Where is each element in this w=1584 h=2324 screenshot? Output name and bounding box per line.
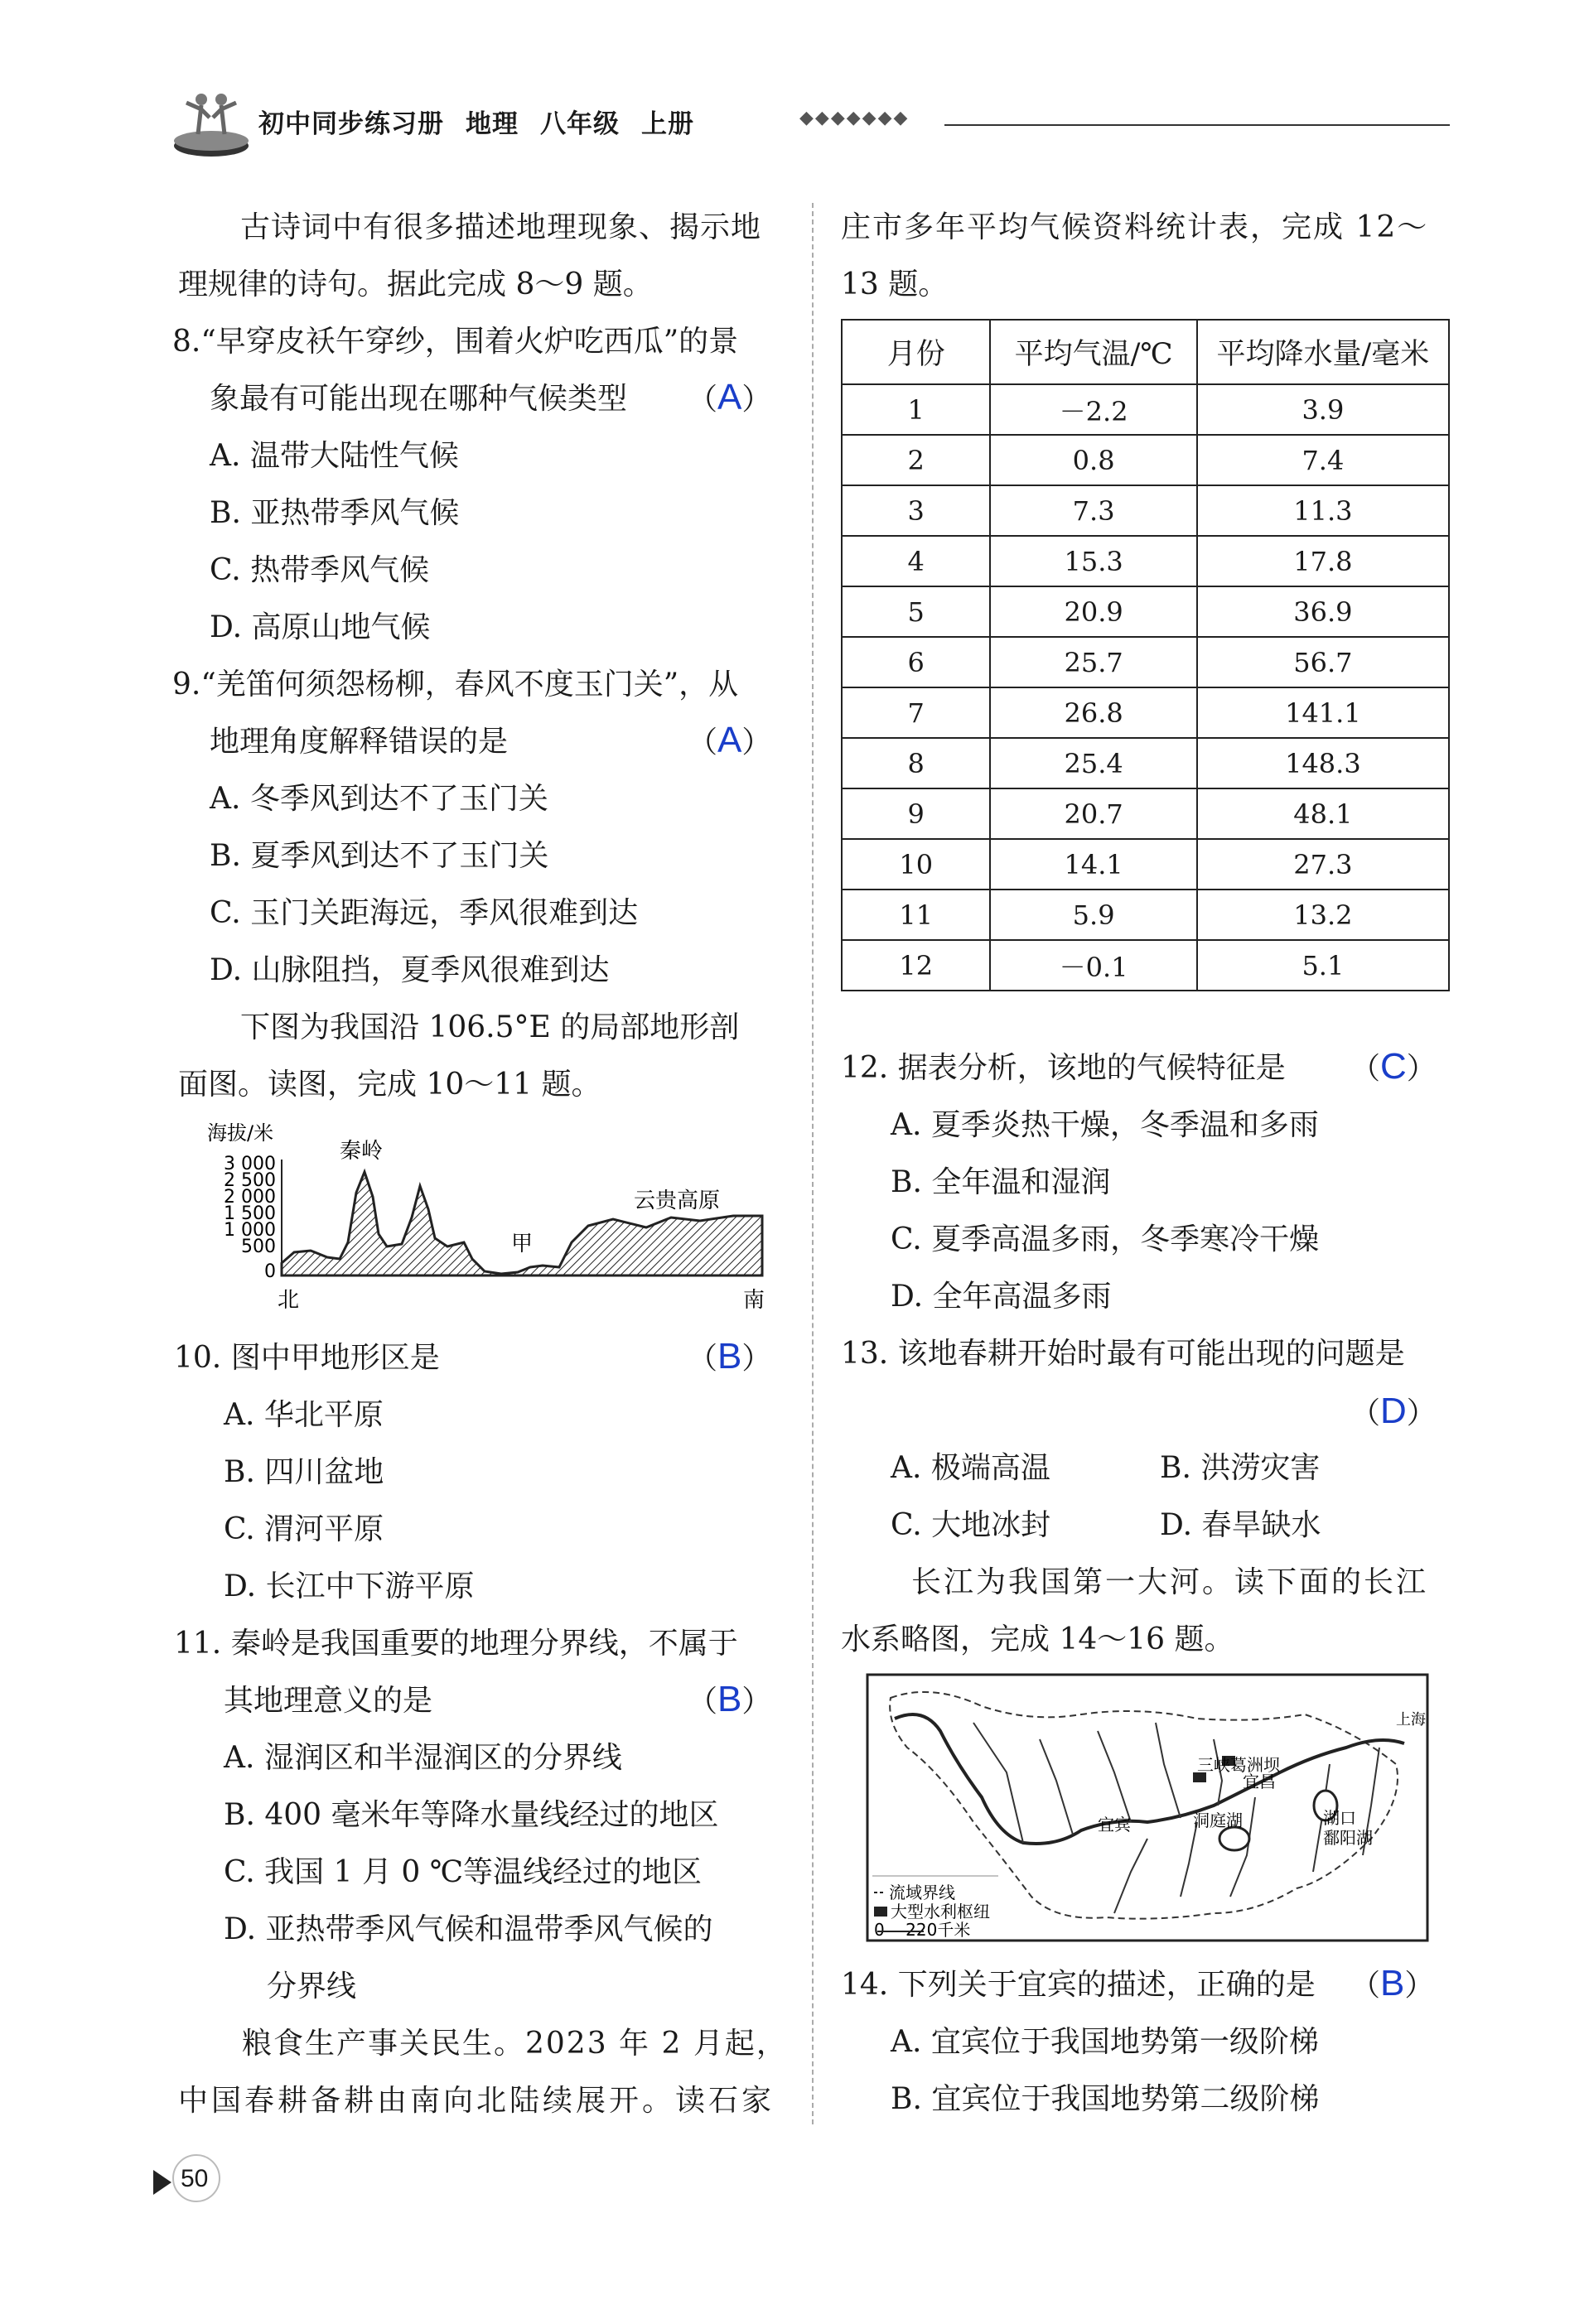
cell-precip: 27.3 xyxy=(1197,839,1449,890)
map-poyang: 鄱阳湖 xyxy=(1323,1828,1373,1848)
cell-precip: 141.1 xyxy=(1197,687,1449,738)
q11-option-d-cont: 分界线 xyxy=(267,1970,357,2003)
q9-answer-slot: （A） xyxy=(688,720,772,760)
q11-option-c[interactable]: C. 我国 1 月 0 ℃等温线经过的地区 xyxy=(224,1855,703,1889)
cell-temp: 20.7 xyxy=(990,788,1196,839)
q10-option-a[interactable]: A. 华北平原 xyxy=(224,1398,384,1432)
column-divider xyxy=(812,203,814,2124)
q8-stem-1: 8.“早穿皮袄午穿纱，围着火炉吃西瓜”的景 xyxy=(172,325,739,359)
cell-precip: 5.1 xyxy=(1197,940,1449,991)
q14-stem: 14. 下列关于宜宾的描述，正确的是 xyxy=(841,1968,1316,2002)
profile-terrain xyxy=(282,1172,762,1275)
profile-ytick: 3 000 xyxy=(224,1154,276,1174)
q12-answer: C xyxy=(1380,1046,1407,1087)
climate-table-row xyxy=(842,687,1449,738)
header-subject: 地理 xyxy=(466,109,519,139)
cell-temp: 20.9 xyxy=(990,586,1196,637)
cell-month: 6 xyxy=(842,637,990,687)
header-book: 初中同步练习册 xyxy=(258,109,444,139)
q12-option-a[interactable]: A. 夏季炎热干燥，冬季温和多雨 xyxy=(891,1108,1319,1142)
q8-option-a[interactable]: A. 温带大陆性气候 xyxy=(210,439,459,473)
header-volume: 上册 xyxy=(641,109,694,139)
cell-precip: 56.7 xyxy=(1197,637,1449,687)
map-shanghai: 上海 xyxy=(1396,1711,1426,1729)
cell-precip: 11.3 xyxy=(1197,485,1449,536)
climate-table-row xyxy=(842,788,1449,839)
climate-table-header xyxy=(842,320,1449,384)
map-sanxia: 三峡葛洲坝 xyxy=(1197,1755,1280,1775)
cell-temp: 7.3 xyxy=(990,485,1196,536)
map-yichang: 宜昌 xyxy=(1243,1772,1276,1791)
cell-precip: 13.2 xyxy=(1197,890,1449,940)
cell-month: 8 xyxy=(842,738,990,788)
map-yibin: 宜宾 xyxy=(1098,1815,1131,1835)
cell-precip: 17.8 xyxy=(1197,536,1449,586)
cell-month: 2 xyxy=(842,435,990,485)
legend-hydro-hub: 大型水利枢纽 xyxy=(891,1902,990,1921)
page-arrow-icon xyxy=(153,2170,171,2195)
intro4-line1: 长江为我国第一大河。读下面的长江 xyxy=(911,1565,1429,1599)
header-rule xyxy=(944,124,1450,126)
q8-option-d[interactable]: D. 高原山地气候 xyxy=(210,610,431,644)
climate-table-row xyxy=(842,890,1449,940)
q9-option-d[interactable]: D. 山脉阻挡，夏季风很难到达 xyxy=(210,953,610,987)
q12-answer-slot: （C） xyxy=(1350,1046,1437,1087)
cell-month: 4 xyxy=(842,536,990,586)
climate-table-row xyxy=(842,637,1449,687)
q11-option-a[interactable]: A. 湿润区和半湿润区的分界线 xyxy=(224,1741,622,1775)
intro3-cont-line2: 13 题。 xyxy=(841,268,949,301)
climate-table xyxy=(841,319,1450,991)
q10-answer: B xyxy=(717,1336,742,1377)
profile-south: 南 xyxy=(743,1288,765,1313)
q10-option-c[interactable]: C. 渭河平原 xyxy=(224,1512,384,1546)
q8-stem-2: 象最有可能出现在哪种气候类型 xyxy=(210,382,628,416)
climate-table-row xyxy=(842,839,1449,890)
climate-table-row xyxy=(842,738,1449,788)
cell-temp: 0.8 xyxy=(990,435,1196,485)
profile-label-qinling: 秦岭 xyxy=(340,1139,384,1164)
map-scale: 0 220千米 xyxy=(874,1920,971,1940)
col-precip: 平均降水量/毫米 xyxy=(1197,320,1449,384)
header-title xyxy=(258,103,716,140)
cell-precip: 7.4 xyxy=(1197,435,1449,485)
profile-ytick: 500 xyxy=(241,1237,276,1257)
header-dots: ◆◆◆◆◆◆◆ xyxy=(799,108,910,128)
profile-ylabel: 海拔/米 xyxy=(207,1121,274,1145)
q8-option-c[interactable]: C. 热带季风气候 xyxy=(210,553,430,587)
cell-precip: 48.1 xyxy=(1197,788,1449,839)
intro1-line2: 理规律的诗句。据此完成 8～9 题。 xyxy=(178,268,653,301)
profile-ytick: 2 500 xyxy=(224,1170,276,1191)
map-dongting: 洞庭湖 xyxy=(1193,1811,1243,1830)
q13-option-c[interactable]: C. 大地冰封 xyxy=(891,1508,1051,1542)
cell-month: 5 xyxy=(842,586,990,637)
cell-month: 1 xyxy=(842,384,990,435)
cell-month: 11 xyxy=(842,890,990,940)
climate-table-row xyxy=(842,586,1449,637)
q10-stem: 10. 图中甲地形区是 xyxy=(174,1341,440,1375)
cell-temp: 15.3 xyxy=(990,536,1196,586)
q14-answer-slot: （B） xyxy=(1350,1963,1435,2003)
yangtze-map xyxy=(866,1673,1429,1942)
intro1-line1: 古诗词中有很多描述地理现象、揭示地 xyxy=(240,210,762,244)
q13-stem: 13. 该地春耕开始时最有可能出现的问题是 xyxy=(841,1337,1405,1371)
legend-basin-boundary: 流域界线 xyxy=(889,1883,955,1902)
col-month: 月份 xyxy=(842,320,990,384)
q11-answer: B xyxy=(717,1679,742,1719)
q12-option-b[interactable]: B. 全年温和湿润 xyxy=(891,1165,1111,1199)
q10-option-b[interactable]: B. 四川盆地 xyxy=(224,1455,384,1489)
profile-ytick: 0 xyxy=(264,1261,276,1282)
cell-month: 10 xyxy=(842,839,990,890)
q9-option-a[interactable]: A. 冬季风到达不了玉门关 xyxy=(210,782,548,816)
header-grade: 八年级 xyxy=(540,109,620,139)
q13-option-a[interactable]: A. 极端高温 xyxy=(891,1451,1050,1485)
q14-option-b[interactable]: B. 宜宾位于我国地势第二级阶梯 xyxy=(891,2082,1320,2116)
q11-option-b[interactable]: B. 400 毫米年等降水量线经过的地区 xyxy=(224,1798,719,1832)
q11-option-d[interactable]: D. 亚热带季风气候和温带季风气候的 xyxy=(224,1912,713,1946)
intro4-line2: 水系略图，完成 14～16 题。 xyxy=(841,1622,1234,1656)
intro3-cont-line1: 庄市多年平均气候资料统计表，完成 12～ xyxy=(841,210,1429,244)
q9-option-c[interactable]: C. 玉门关距海远，季风很难到达 xyxy=(210,896,639,930)
profile-ytick: 2 000 xyxy=(224,1187,276,1208)
q9-stem-2: 地理角度解释错误的是 xyxy=(210,725,509,759)
q12-option-c[interactable]: C. 夏季高温多雨，冬季寒冷干燥 xyxy=(891,1222,1320,1256)
profile-north: 北 xyxy=(278,1288,300,1313)
climate-table-row xyxy=(842,536,1449,586)
q13-answer: D xyxy=(1380,1391,1407,1431)
climate-table-row xyxy=(842,940,1449,991)
q13-option-b[interactable]: B. 洪涝灾害 xyxy=(1160,1451,1321,1485)
q8-answer: A xyxy=(717,377,742,417)
q9-option-b[interactable]: B. 夏季风到达不了玉门关 xyxy=(210,839,549,873)
cell-temp: 14.1 xyxy=(990,839,1196,890)
q12-option-d[interactable]: D. 全年高温多雨 xyxy=(891,1280,1112,1314)
col-temp: 平均气温/℃ xyxy=(990,320,1196,384)
map-hukou: 湖口 xyxy=(1323,1808,1356,1828)
q14-option-a[interactable]: A. 宜宾位于我国地势第一级阶梯 xyxy=(891,2025,1319,2059)
q10-option-d[interactable]: D. 长江中下游平原 xyxy=(224,1569,475,1603)
q14-answer: B xyxy=(1380,1963,1405,2003)
book-logo xyxy=(170,84,253,159)
climate-table-row xyxy=(842,485,1449,536)
cell-temp: 25.7 xyxy=(990,637,1196,687)
profile-ytick: 1 000 xyxy=(224,1220,276,1241)
profile-label-yungui: 云贵高原 xyxy=(634,1189,721,1213)
q10-answer-slot: （B） xyxy=(688,1336,772,1377)
q12-stem: 12. 据表分析，该地的气候特征是 xyxy=(841,1051,1286,1085)
climate-table-row xyxy=(842,435,1449,485)
cell-month: 9 xyxy=(842,788,990,839)
q13-option-d[interactable]: D. 春旱缺水 xyxy=(1160,1508,1321,1542)
cell-temp: －2.2 xyxy=(990,384,1196,435)
intro3-line1: 粮食生产事关民生。2023 年 2 月起， xyxy=(242,2027,788,2061)
cell-month: 12 xyxy=(842,940,990,991)
q11-stem-2: 其地理意义的是 xyxy=(224,1684,433,1718)
cell-precip: 148.3 xyxy=(1197,738,1449,788)
q13-answer-slot: （D） xyxy=(1350,1391,1437,1431)
profile-label-jia: 甲 xyxy=(511,1232,534,1256)
q11-answer-slot: （B） xyxy=(688,1679,772,1719)
terrain-profile xyxy=(195,1118,775,1317)
cell-temp: 25.4 xyxy=(990,738,1196,788)
cell-temp: 5.9 xyxy=(990,890,1196,940)
cell-month: 7 xyxy=(842,687,990,738)
q8-answer-slot: （A） xyxy=(688,377,772,417)
profile-ytick: 1 500 xyxy=(224,1203,276,1224)
intro3-line2: 中国春耕备耕由南向北陆续展开。读石家 xyxy=(178,2084,775,2118)
intro2-line2: 面图。读图，完成 10～11 题。 xyxy=(178,1068,601,1102)
q11-stem-1: 11. 秦岭是我国重要的地理分界线，不属于 xyxy=(174,1627,738,1661)
q9-answer: A xyxy=(717,720,742,760)
q8-option-b[interactable]: B. 亚热带季风气候 xyxy=(210,496,460,530)
intro2-line1: 下图为我国沿 106.5°E 的局部地形剖 xyxy=(240,1010,740,1044)
cell-precip: 36.9 xyxy=(1197,586,1449,637)
cell-precip: 3.9 xyxy=(1197,384,1449,435)
q9-stem-1: 9.“羌笛何须怨杨柳，春风不度玉门关”，从 xyxy=(172,668,739,702)
cell-temp: －0.1 xyxy=(990,940,1196,991)
climate-table-row xyxy=(842,384,1449,435)
page-number: 50 xyxy=(181,2165,209,2192)
cell-month: 3 xyxy=(842,485,990,536)
cell-temp: 26.8 xyxy=(990,687,1196,738)
